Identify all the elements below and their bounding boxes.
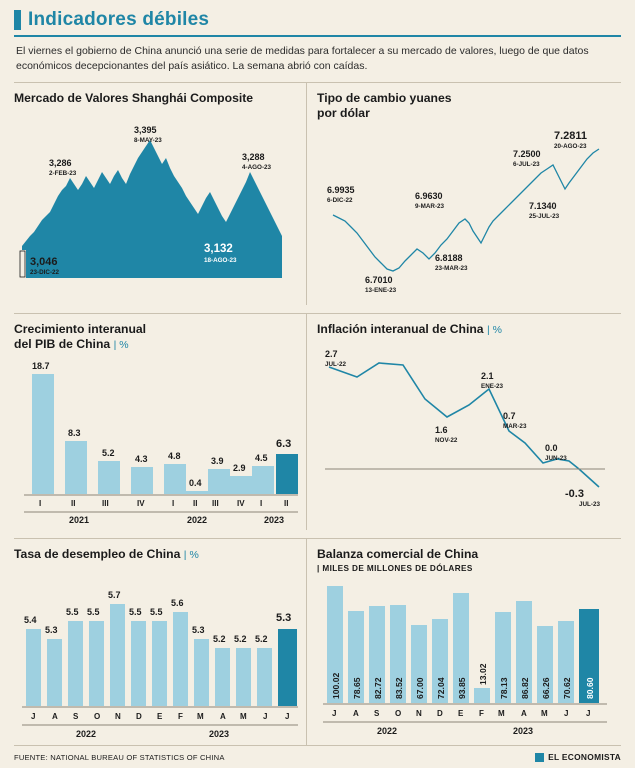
panel-fx-title bbox=[317, 91, 609, 121]
pib-label-0: 18.7 bbox=[32, 360, 50, 371]
panel-pib-unit: | % bbox=[113, 339, 129, 352]
desempleo-year-0: 2022 bbox=[76, 728, 97, 739]
balanza-label-6: 93.85 bbox=[457, 677, 467, 699]
desempleo-tick-10: M bbox=[240, 711, 247, 721]
source-note: FUENTE: NATIONAL BUREAU OF STATISTICS OF CHINA bbox=[14, 752, 225, 762]
fx-date-3: 23-MAR-23 bbox=[435, 265, 468, 273]
balanza-tick-2: S bbox=[374, 708, 380, 718]
balanza-tick-6: E bbox=[458, 708, 464, 718]
desempleo-tick-7: F bbox=[178, 711, 183, 721]
shanghai-chart bbox=[14, 108, 298, 294]
shanghai-value-0: 3,046 bbox=[30, 256, 58, 269]
panel-balanza-subtitle: | MILES DE MILLONES DE DÓLARES bbox=[317, 563, 473, 573]
shanghai-date-2: 8-MAY-23 bbox=[134, 137, 162, 145]
balanza-label-9: 86.82 bbox=[520, 677, 530, 699]
desempleo-year-1: 2023 bbox=[209, 728, 230, 739]
inflacion-date-3: MAR-23 bbox=[503, 423, 527, 431]
balanza-label-11: 70.62 bbox=[562, 677, 572, 699]
desempleo-label-3: 5.5 bbox=[87, 606, 100, 617]
panel-fx bbox=[306, 83, 609, 305]
panel-shanghai-title: Mercado de Valores Shanghái Composite bbox=[14, 91, 254, 106]
balanza-label-4: 67.00 bbox=[415, 677, 425, 699]
desempleo-label-5: 5.5 bbox=[129, 606, 142, 617]
fx-value-2: 6.9630 bbox=[415, 191, 443, 202]
balanza-label-0: 100.02 bbox=[331, 672, 341, 699]
pib-year-2: 2023 bbox=[264, 514, 285, 525]
desempleo-chart bbox=[14, 564, 298, 746]
balanza-year-1: 2023 bbox=[513, 725, 534, 736]
shanghai-value-3: 3,288 bbox=[242, 152, 265, 163]
brand-logo bbox=[535, 752, 621, 762]
panel-inflacion-title bbox=[317, 322, 609, 337]
balanza-label-1: 78.65 bbox=[352, 677, 362, 699]
balanza-tick-8: M bbox=[498, 708, 505, 718]
panel-desempleo-title bbox=[14, 547, 298, 562]
desempleo-tick-6: E bbox=[157, 711, 163, 721]
inflacion-value-3: 0.7 bbox=[503, 411, 516, 422]
panel-inflacion-unit: | % bbox=[486, 324, 502, 337]
pib-tick-3: IV bbox=[137, 498, 145, 508]
shanghai-value-4: 3,132 bbox=[204, 243, 233, 256]
pib-label-9: 6.3 bbox=[276, 437, 292, 450]
panel-balanza-title: Balanza comercial de China bbox=[317, 546, 479, 561]
row-markets bbox=[14, 83, 621, 305]
page-title: Indicadores débiles bbox=[28, 9, 210, 30]
inflacion-value-0: 2.7 bbox=[325, 349, 338, 360]
panel-inflacion bbox=[306, 314, 609, 530]
desempleo-label-9: 5.2 bbox=[213, 633, 226, 644]
desempleo-tick-1: A bbox=[52, 711, 58, 721]
pib-label-4: 4.8 bbox=[168, 450, 181, 461]
inflacion-date-0: JUL-22 bbox=[325, 361, 346, 369]
desempleo-tick-11: J bbox=[263, 711, 268, 721]
desempleo-tick-8: M bbox=[197, 711, 204, 721]
balanza-tick-5: D bbox=[437, 708, 443, 718]
desempleo-tick-12: J bbox=[285, 711, 290, 721]
fx-value-4: 7.2500 bbox=[513, 149, 541, 160]
pib-label-3: 4.3 bbox=[135, 453, 148, 464]
balanza-label-7: 13.02 bbox=[478, 663, 488, 685]
pib-tick-9: II bbox=[284, 498, 289, 508]
balanza-chart bbox=[317, 573, 610, 741]
fx-date-5: 25-JUL-23 bbox=[529, 213, 560, 221]
inflacion-value-5: -0.3 bbox=[565, 488, 584, 501]
inflacion-value-1: 1.6 bbox=[435, 425, 448, 436]
balanza-year-0: 2022 bbox=[377, 725, 398, 736]
panel-desempleo-unit: | % bbox=[183, 548, 199, 561]
desempleo-bars bbox=[26, 604, 297, 706]
footer bbox=[14, 752, 621, 762]
shanghai-date-0: 23-DIC-22 bbox=[30, 269, 60, 277]
pib-label-1: 8.3 bbox=[68, 427, 81, 438]
title-rule bbox=[14, 35, 621, 37]
desempleo-label-12: 5.3 bbox=[276, 611, 292, 624]
pib-year-1: 2022 bbox=[187, 514, 208, 525]
pib-tick-0: I bbox=[39, 498, 42, 508]
desempleo-tick-2: S bbox=[73, 711, 79, 721]
deck-text: El viernes el gobierno de China anunció una serie de medidas para fortalecer a su mercado de valores, luego de que datos económicos decepcionantes del país asiático. La semana abrió con caídas. bbox=[16, 45, 589, 73]
pib-tick-1: II bbox=[71, 498, 76, 508]
panel-inflacion-title-text: Inflación interanual de China bbox=[317, 322, 484, 337]
brand-square-icon bbox=[535, 753, 544, 762]
fx-date-0: 6-DIC-22 bbox=[327, 197, 353, 205]
desempleo-label-11: 5.2 bbox=[255, 633, 268, 644]
footer-divider bbox=[14, 745, 621, 746]
shanghai-date-3: 4-AGO-23 bbox=[242, 164, 272, 172]
fx-date-4: 6-JUL-23 bbox=[513, 161, 540, 169]
pib-label-7: 2.9 bbox=[233, 462, 246, 473]
balanza-tick-10: M bbox=[541, 708, 548, 718]
desempleo-label-0: 5.4 bbox=[24, 614, 37, 625]
balanza-tick-11: J bbox=[564, 708, 569, 718]
pib-chart bbox=[14, 354, 298, 530]
inflacion-date-4: JUN-23 bbox=[545, 455, 567, 463]
panel-shanghai bbox=[14, 83, 306, 305]
pib-year-0: 2021 bbox=[69, 514, 90, 525]
fx-date-6: 20-AGO-23 bbox=[554, 143, 587, 151]
shanghai-value-2: 3,395 bbox=[134, 125, 157, 136]
header bbox=[14, 0, 621, 31]
panel-balanza bbox=[306, 539, 609, 746]
inflacion-value-4: 0.0 bbox=[545, 443, 558, 454]
balanza-tick-3: O bbox=[395, 708, 402, 718]
desempleo-tick-4: N bbox=[115, 711, 121, 721]
desempleo-label-10: 5.2 bbox=[234, 633, 247, 644]
pib-tick-7: IV bbox=[237, 498, 245, 508]
balanza-tick-9: A bbox=[521, 708, 527, 718]
fx-value-6: 7.2811 bbox=[554, 130, 588, 143]
balanza-label-8: 78.13 bbox=[499, 677, 509, 699]
fx-value-1: 6.7010 bbox=[365, 275, 393, 286]
desempleo-label-6: 5.5 bbox=[150, 606, 163, 617]
balanza-label-10: 66.26 bbox=[541, 677, 551, 699]
pib-label-2: 5.2 bbox=[102, 447, 115, 458]
balanza-tick-12: J bbox=[586, 708, 591, 718]
pib-tick-6: III bbox=[212, 498, 219, 508]
title-marker bbox=[14, 10, 21, 30]
balanza-label-5: 72.04 bbox=[436, 677, 446, 699]
balanza-tick-1: A bbox=[353, 708, 359, 718]
panel-pib bbox=[14, 314, 306, 530]
fx-chart bbox=[317, 123, 610, 305]
fx-value-0: 6.9935 bbox=[327, 185, 355, 196]
balanza-label-2: 82.72 bbox=[373, 677, 383, 699]
pib-label-6: 3.9 bbox=[211, 455, 224, 466]
panel-pib-title bbox=[14, 322, 298, 352]
pib-tick-2: III bbox=[102, 498, 109, 508]
pib-tick-5: II bbox=[193, 498, 198, 508]
panel-pib-title-line2: del PIB de China bbox=[14, 337, 111, 352]
panel-fx-title-line2: por dólar bbox=[317, 106, 370, 121]
balanza-tick-0: J bbox=[332, 708, 337, 718]
brand-name: EL ECONOMISTA bbox=[548, 752, 621, 762]
row-desempleo-balanza bbox=[14, 539, 621, 746]
inflacion-date-5: JUL-23 bbox=[579, 501, 600, 509]
shanghai-value-1: 3,286 bbox=[49, 158, 72, 169]
panel-pib-title-line1: Crecimiento interanual bbox=[14, 322, 147, 337]
pib-tick-8: I bbox=[260, 498, 263, 508]
inflacion-date-1: NOV-22 bbox=[435, 437, 458, 445]
panel-fx-title-line1: Tipo de cambio yuanes bbox=[317, 91, 452, 106]
desempleo-label-2: 5.5 bbox=[66, 606, 79, 617]
pib-label-5: 0.4 bbox=[189, 477, 202, 488]
inflacion-date-2: ENE-23 bbox=[481, 383, 504, 391]
inflacion-value-2: 2.1 bbox=[481, 371, 494, 382]
fx-value-3: 6.8188 bbox=[435, 253, 463, 264]
desempleo-label-1: 5.3 bbox=[45, 624, 58, 635]
balanza-label-12: 80.60 bbox=[585, 677, 595, 699]
desempleo-label-4: 5.7 bbox=[108, 589, 121, 600]
panel-desempleo bbox=[14, 539, 306, 746]
pib-tick-4: I bbox=[172, 498, 175, 508]
balanza-tick-4: N bbox=[416, 708, 422, 718]
panel-desempleo-title-text: Tasa de desempleo de China bbox=[14, 546, 181, 561]
balanza-label-3: 83.52 bbox=[394, 677, 404, 699]
fx-date-2: 9-MAR-23 bbox=[415, 203, 445, 211]
pib-label-8: 4.5 bbox=[255, 452, 268, 463]
desempleo-tick-0: J bbox=[31, 711, 36, 721]
desempleo-label-7: 5.6 bbox=[171, 597, 184, 608]
fx-value-5: 7.1340 bbox=[529, 201, 557, 212]
desempleo-label-8: 5.3 bbox=[192, 624, 205, 635]
desempleo-tick-3: O bbox=[94, 711, 101, 721]
row-pib-inflacion bbox=[14, 314, 621, 530]
shanghai-date-1: 2-FEB-23 bbox=[49, 170, 77, 178]
shanghai-date-4: 18-AGO-23 bbox=[204, 257, 237, 265]
desempleo-tick-5: D bbox=[136, 711, 142, 721]
balanza-tick-7: F bbox=[479, 708, 484, 718]
fx-date-1: 13-ENE-23 bbox=[365, 287, 397, 295]
inflacion-chart bbox=[317, 339, 610, 515]
desempleo-tick-9: A bbox=[220, 711, 226, 721]
